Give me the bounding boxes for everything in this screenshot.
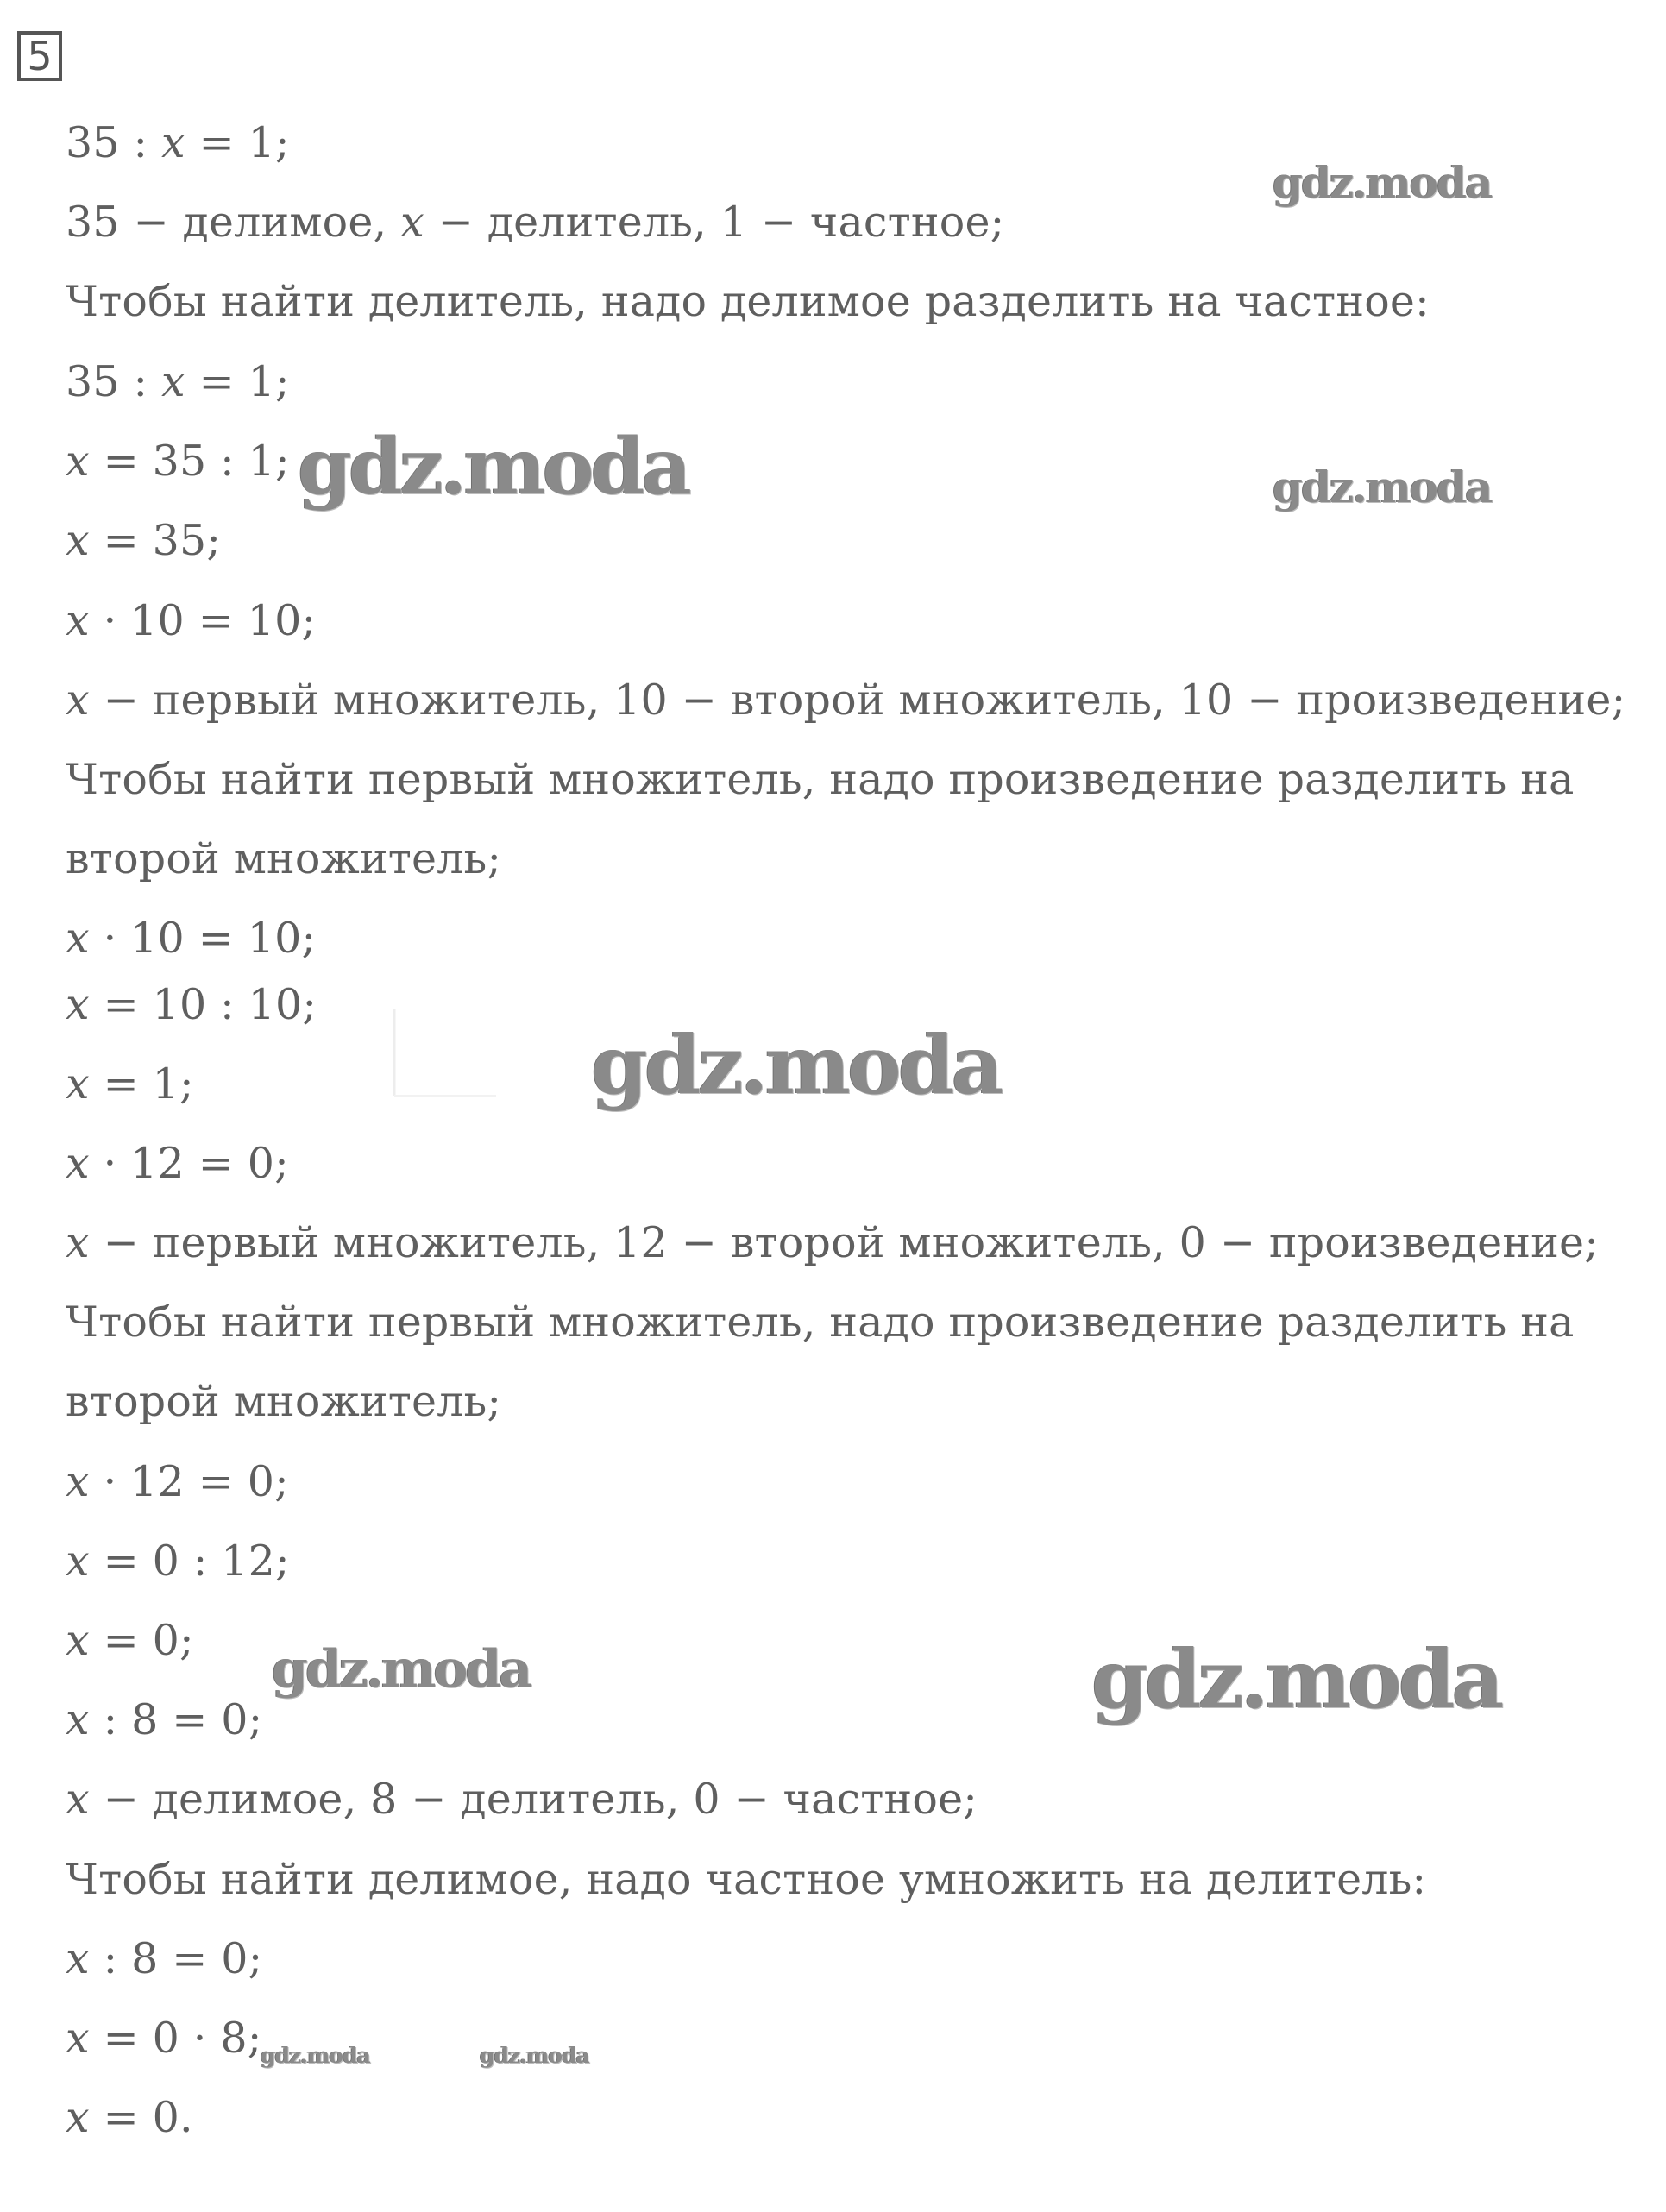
watermark: gdz.moda bbox=[1273, 462, 1492, 512]
solution-line-18: 𝑥 · 12 = 0; bbox=[66, 1457, 289, 1506]
solution-line-25: 𝑥 = 0 · 8; bbox=[66, 2014, 262, 2063]
solution-line-10: второй множитель; bbox=[66, 834, 502, 883]
solution-line-16: Чтобы найти первый множитель, надо произведение разделить на bbox=[66, 1298, 1575, 1347]
solution-line-22: 𝑥 − делимое, 8 − делитель, 0 − частное; bbox=[66, 1775, 978, 1824]
solution-line-2: 35 − делимое, 𝑥 − делитель, 1 − частное; bbox=[66, 198, 1005, 247]
solution-line-8: 𝑥 − первый множитель, 10 − второй множитель, 10 − произведение; bbox=[66, 676, 1626, 725]
solution-line-20: 𝑥 = 0; bbox=[66, 1616, 194, 1665]
solution-line-14: 𝑥 · 12 = 0; bbox=[66, 1139, 289, 1188]
solution-line-3: Чтобы найти делитель, надо делимое разделить на частное: bbox=[66, 277, 1430, 326]
solution-line-9: Чтобы найти первый множитель, надо произведение разделить на bbox=[66, 755, 1575, 804]
solution-line-15: 𝑥 − первый множитель, 12 − второй множитель, 0 − произведение; bbox=[66, 1218, 1599, 1267]
solution-line-26: 𝑥 = 0. bbox=[66, 2093, 193, 2142]
solution-line-7: 𝑥 · 10 = 10; bbox=[66, 596, 317, 645]
solution-line-1: 35 : 𝑥 = 1; bbox=[66, 118, 290, 167]
watermark: gdz.moda bbox=[1091, 1632, 1501, 1727]
solution-line-4: 35 : 𝑥 = 1; bbox=[66, 357, 290, 406]
solution-line-21: 𝑥 : 8 = 0; bbox=[66, 1695, 263, 1744]
solution-line-17: второй множитель; bbox=[66, 1377, 502, 1426]
solution-line-5: 𝑥 = 35 : 1; bbox=[66, 437, 290, 486]
watermark: gdz.moda bbox=[272, 1639, 531, 1700]
watermark: gdz.moda bbox=[480, 2043, 589, 2068]
solution-line-23: Чтобы найти делимое, надо частное умножить на делитель: bbox=[66, 1855, 1427, 1904]
watermark: gdz.moda bbox=[261, 2043, 370, 2068]
task-number-box: 5 bbox=[17, 31, 62, 81]
watermark: gdz.moda bbox=[298, 421, 688, 512]
solution-line-11: 𝑥 · 10 = 10; bbox=[66, 914, 317, 963]
solution-line-19: 𝑥 = 0 : 12; bbox=[66, 1536, 290, 1586]
solution-line-24: 𝑥 : 8 = 0; bbox=[66, 1934, 263, 1983]
watermark: gdz.moda bbox=[591, 1018, 1001, 1113]
solution-line-6: 𝑥 = 35; bbox=[66, 516, 222, 565]
solution-line-12: 𝑥 = 10 : 10; bbox=[66, 980, 317, 1029]
watermark: gdz.moda bbox=[1273, 157, 1492, 208]
solution-line-13: 𝑥 = 1; bbox=[66, 1059, 194, 1109]
